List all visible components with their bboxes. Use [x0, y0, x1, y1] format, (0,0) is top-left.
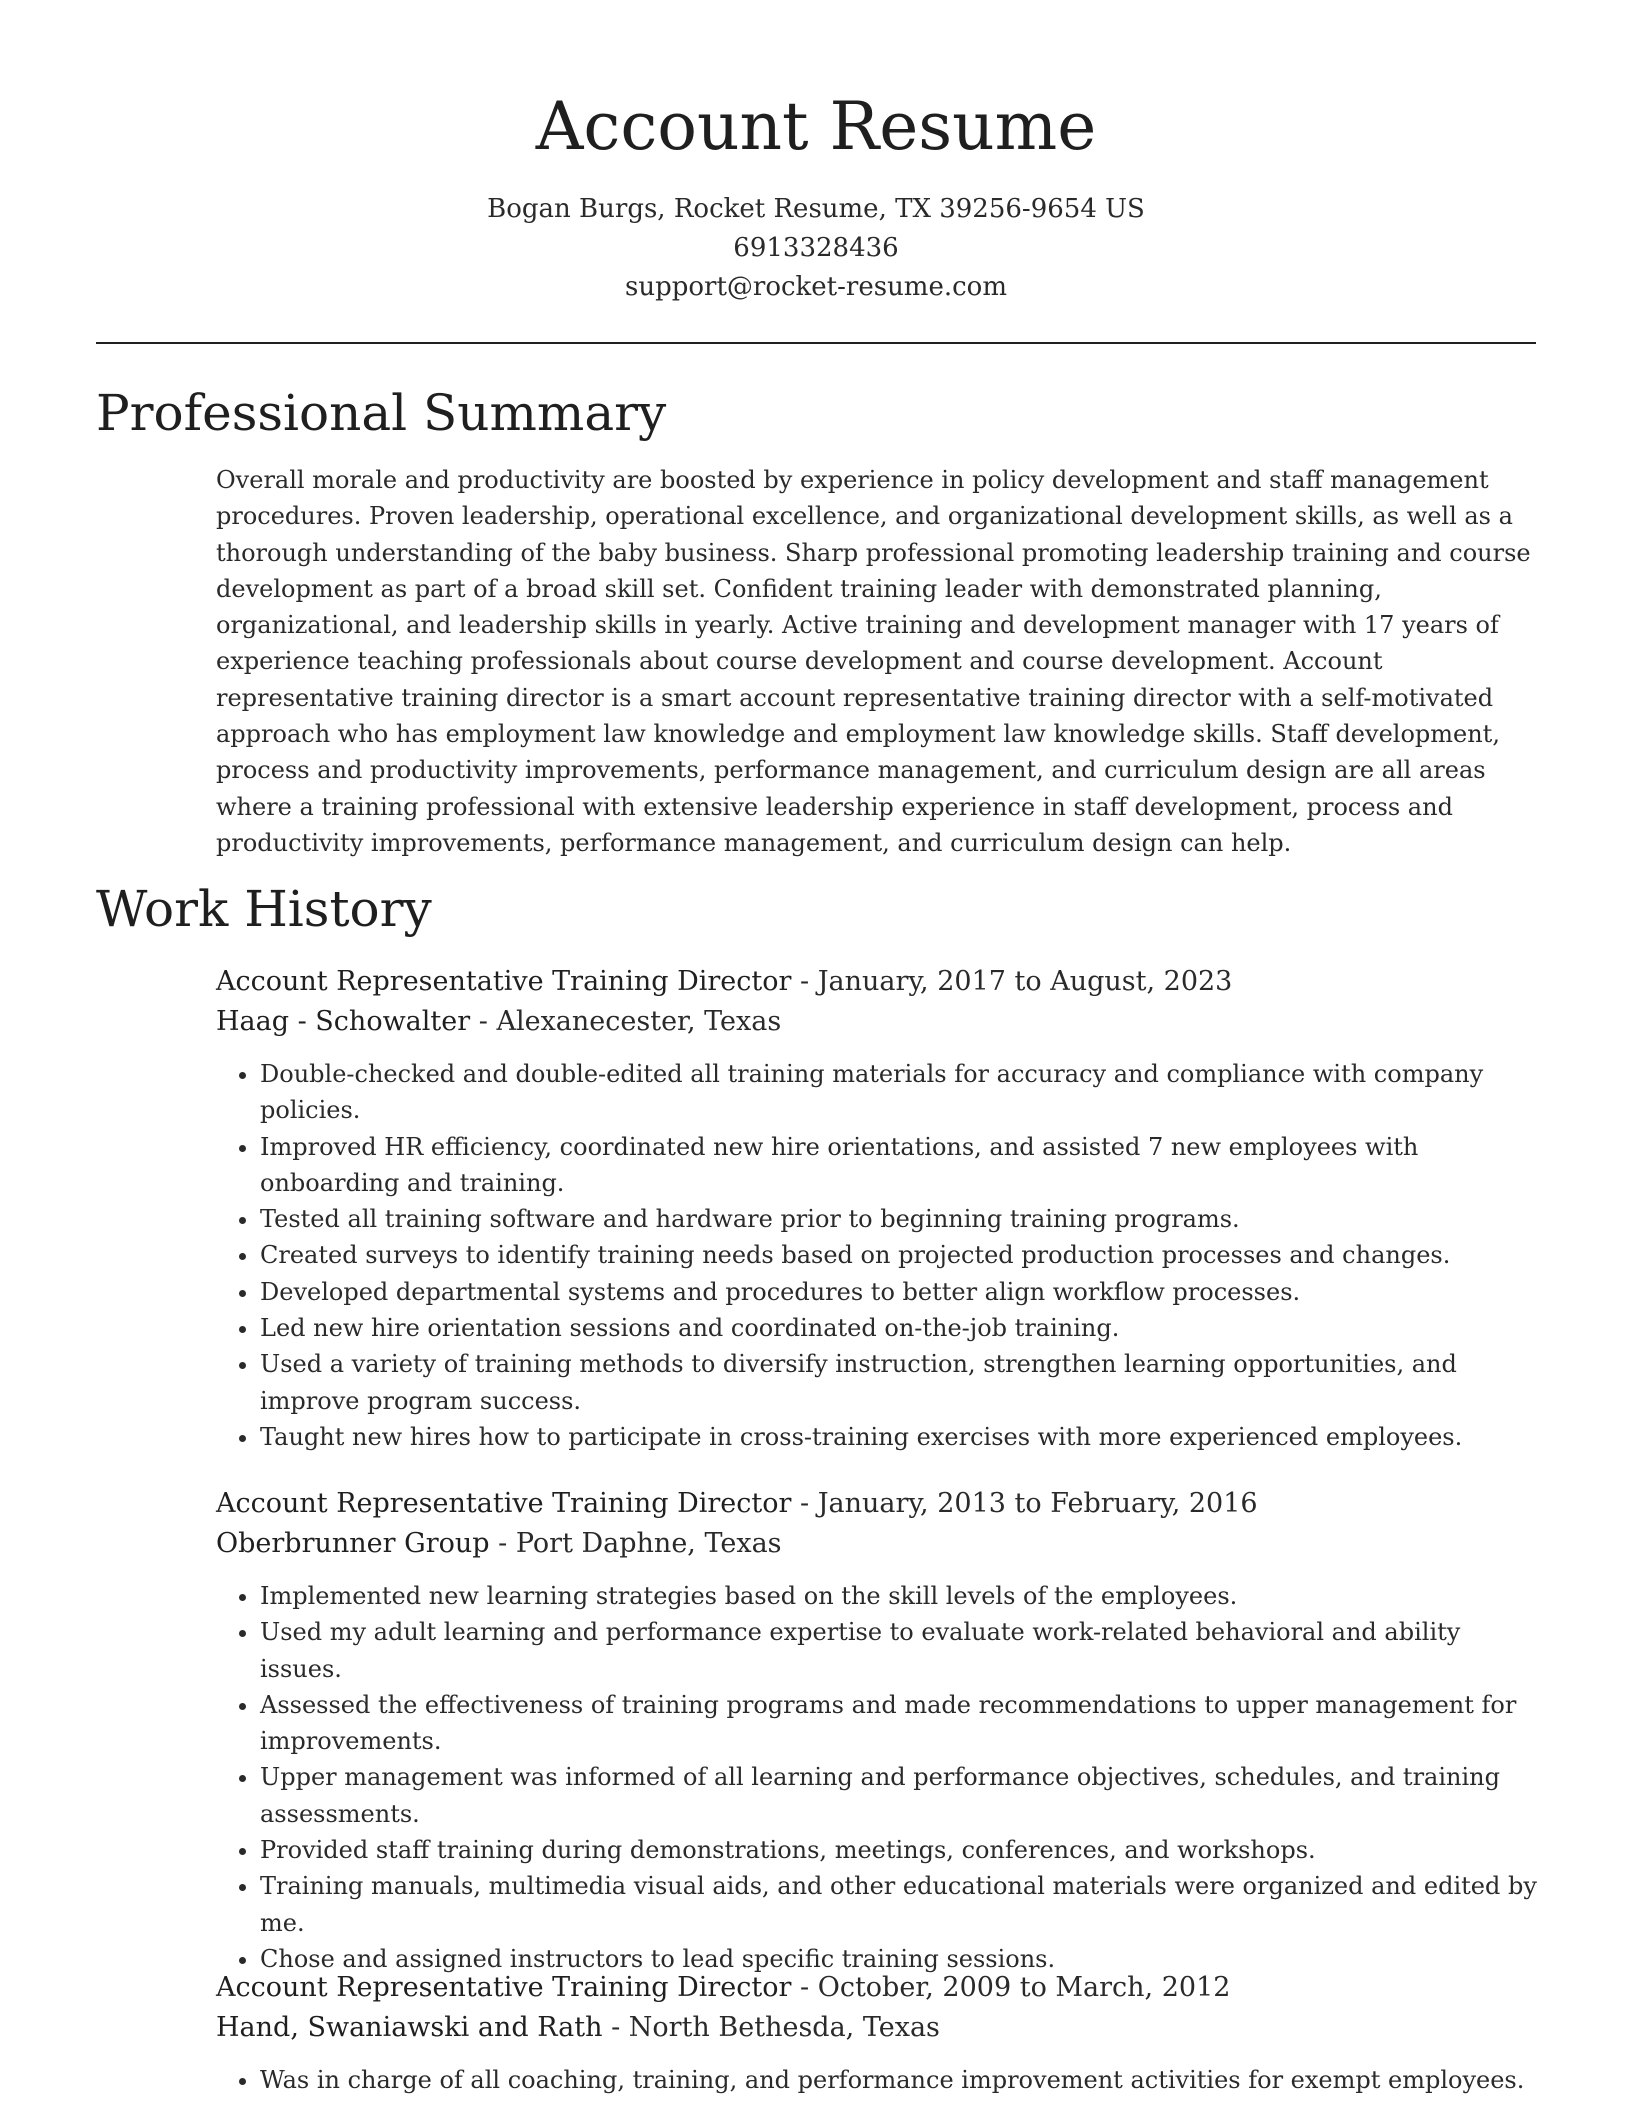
job-bullet: • Used my adult learning and performance expertise to evaluate work-related behavioral and ability issues. — [260, 1614, 1540, 1687]
resume-title: Account Resume — [535, 88, 1097, 165]
job-dates: January, 2013 to February, 2016 — [817, 1488, 1258, 1519]
job-bullet: • Improved HR efficiency, coordinated new hire orientations, and assisted 7 new employees with onboarding and training. — [260, 1129, 1540, 1202]
job-bullet: • Assessed the effectiveness of training programs and made recommendations to upper management for improvements. — [260, 1687, 1540, 1760]
job-dates: January, 2017 to August, 2023 — [817, 966, 1233, 997]
contact-block — [0, 190, 1632, 307]
job-location: Port Daphne, Texas — [515, 1528, 782, 1559]
job-bullet: • Provided staff training during demonstrations, meetings, conferences, and workshops. — [260, 1832, 1540, 1868]
job-company: Oberbrunner Group — [216, 1528, 490, 1559]
job-bullet: • Training manuals, multimedia visual aids, and other educational materials were organized and edited by me. — [260, 1868, 1540, 1941]
job-bullet: • Created surveys to identify training needs based on projected production processes and changes. — [260, 1237, 1540, 1273]
job-title: Account Representative Training Director — [216, 1972, 792, 2003]
job-company: Haag - Schowalter — [216, 1006, 471, 1037]
job-bullet: • Upper management was informed of all learning and performance objectives, schedules, and training assessments. — [260, 1759, 1540, 1832]
job-bullets — [216, 2062, 1540, 2098]
job-bullet: • Was in charge of all coaching, training, and performance improvement activities for exempt employees. — [260, 2062, 1540, 2098]
header-divider — [96, 342, 1536, 344]
job-bullets — [216, 1056, 1540, 1455]
contact-email: support@rocket-resume.com — [624, 272, 1007, 302]
job-entry — [216, 1484, 1540, 1977]
job-bullet: • Used a variety of training methods to diversify instruction, strengthen learning opportunities, and improve program success. — [260, 1346, 1540, 1419]
job-bullet: • Taught new hires how to participate in cross-training exercises with more experienced employees. — [260, 1419, 1540, 1455]
job-entry — [216, 962, 1540, 1455]
job-title: Account Representative Training Director — [216, 966, 792, 997]
work-history-heading: Work History — [96, 880, 432, 938]
job-bullet: • Double-checked and double-edited all training materials for accuracy and compliance with company policies. — [260, 1056, 1540, 1129]
contact-phone: 6913328436 — [733, 233, 899, 263]
job-title-line: Account Representative Training Director - October, 2009 to March, 2012 — [216, 1972, 1231, 2003]
job-entry — [216, 1968, 1540, 2098]
contact-address: Bogan Burgs, Rocket Resume, TX 39256-9654 US — [487, 194, 1145, 224]
job-bullet: • Implemented new learning strategies based on the skill levels of the employees. — [260, 1578, 1540, 1614]
job-company-line: Haag - Schowalter - Alexanecester, Texas — [216, 1006, 782, 1037]
job-title-line: Account Representative Training Director - January, 2017 to August, 2023 — [216, 966, 1233, 997]
job-company-line: Hand, Swaniawski and Rath - North Bethesda, Texas — [216, 2012, 940, 2043]
job-title-line: Account Representative Training Director - January, 2013 to February, 2016 — [216, 1488, 1258, 1519]
job-dates: October, 2009 to March, 2012 — [817, 1972, 1231, 2003]
job-location: North Bethesda, Texas — [628, 2012, 940, 2043]
summary-text: Overall morale and productivity are boosted by experience in policy development and staff management procedures. Proven leadership, operational excellence, and organizational development skills, as well as a thorough understanding of the baby business. Sharp professional promoting leadership training and course development as part of a broad skill set. Confident training leader with demonstrated planning, organizational, and leadership skills in yearly. Active training and development manager with 17 years of experience teaching professionals about course development and course development. Account representative training director is a smart account representative training director with a self-motivated approach who has employment law knowledge and employment law knowledge skills. Staff development, process and productivity improvements, performance management, and curriculum design are all areas where a training professional with extensive leadership experience in staff development, process and productivity improvements, performance management, and curriculum design can help. — [216, 466, 1531, 857]
job-bullet: • Chose and assigned instructors to lead specific training sessions. — [260, 1941, 1540, 1977]
job-title: Account Representative Training Director — [216, 1488, 792, 1519]
job-bullets — [216, 1578, 1540, 1977]
job-bullet: • Developed departmental systems and procedures to better align workflow processes. — [260, 1274, 1540, 1310]
job-bullet: • Tested all training software and hardware prior to beginning training programs. — [260, 1201, 1540, 1237]
summary-heading: Professional Summary — [96, 384, 667, 442]
job-bullet: • Led new hire orientation sessions and coordinated on-the-job training. — [260, 1310, 1540, 1346]
job-company: Hand, Swaniawski and Rath — [216, 2012, 603, 2043]
job-company-line: Oberbrunner Group - Port Daphne, Texas — [216, 1528, 782, 1559]
job-location: Alexanecester, Texas — [496, 1006, 782, 1037]
